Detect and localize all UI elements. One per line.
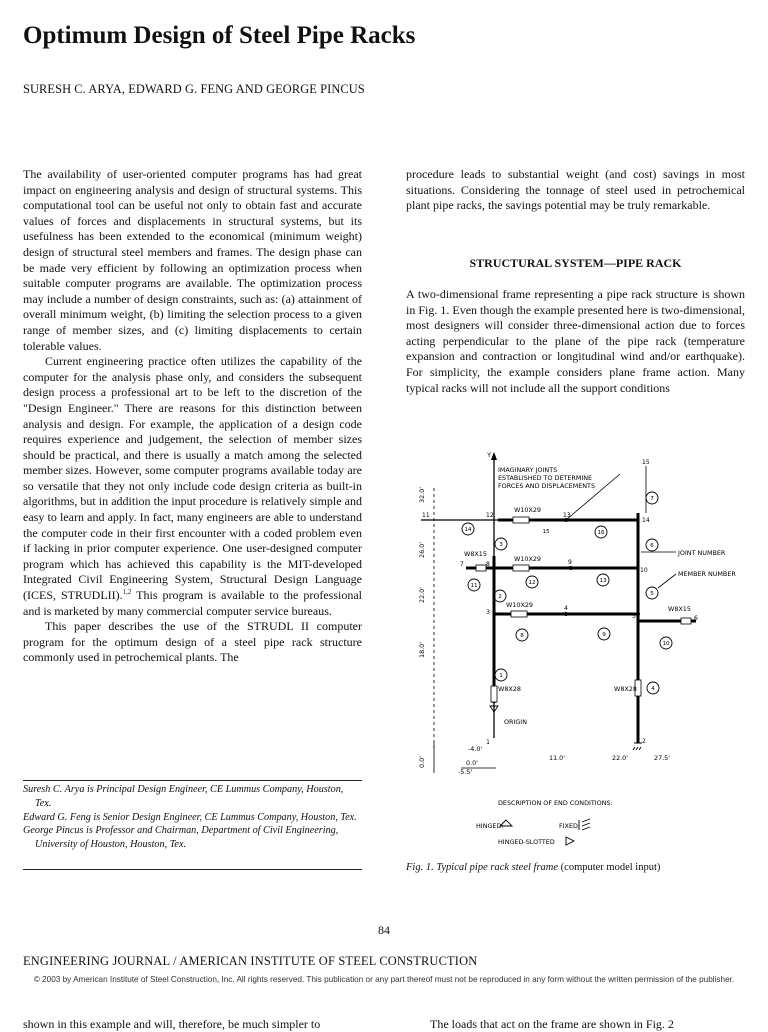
joint-label-15: 15 [642,459,650,466]
citation-superscript: 1,2 [122,588,132,597]
member-label-4: 4 [651,686,655,692]
footnote-arya: Suresh C. Arya is Principal Design Engineer, CE Lummus Company, Houston, Tex. [23,784,344,809]
member-label-11: 11 [470,583,478,589]
joint-label-14: 14 [642,517,650,524]
w10x29-section-mid [513,565,529,571]
note-line-3: FORCES AND DISPLACEMENTS [498,482,595,490]
w10x29-section-top [513,517,529,523]
member-label-14: 14 [464,527,472,533]
structural-system-paragraph: A two-dimensional frame representing a pipe rack structure is shown in Fig. 1. Even though the example presented here is two-dimensional, most designers will consider three-dimensional action due to forces acting perpendicular to the plane of the pipe rack (temperature expansion and contraction or longitudinal wind and/or earthquake). For simplicity, the example considers plane frame action. Many typical racks will not include all the support conditions [406,287,745,395]
w8x15-section-right [681,618,691,624]
joint-label-12: 12 [486,512,494,519]
elevation-26: 26.0' [418,542,426,558]
imaginary-joint-9 [569,566,573,570]
w8x15-label-right: W8X15 [668,605,691,613]
imaginary-joint-4 [564,612,568,616]
member-label-1: 1 [499,673,503,679]
hinged-label: HINGED: [476,822,504,830]
y-axis-label: Y [487,451,491,459]
elevation-22: 22.0' [418,587,426,603]
w8x15-section-left [476,565,486,571]
joint-label-4: 4 [564,605,568,612]
next-page-left-text: shown in this example and will, therefore, be much simpler to [23,1017,321,1031]
right-column-top [406,167,745,214]
x-dim-11: 11.0' [549,754,565,762]
hinged-slotted-label: HINGED-SLOTTED [498,838,555,846]
x-dim-27-5: 27.5' [654,754,670,762]
fixed-symbol-icon [579,819,590,830]
joint-number-legend: JOINT NUMBER [678,549,726,557]
member-label-6: 6 [650,543,654,549]
hinged-slotted-symbol-icon [566,837,574,845]
origin-label: ORIGIN [504,718,527,726]
joint-5 [636,612,640,616]
joint-label-10: 10 [640,567,648,574]
x-dim-minus-5-5: -5.5' [458,768,473,776]
journal-footer: ENGINEERING JOURNAL / AMERICAN INSTITUTE OF STEEL CONSTRUCTION [23,954,478,968]
member-number-pointer [658,574,676,588]
joint-label-9: 9 [568,559,572,566]
member-label-15: 15 [542,529,550,535]
w8x28-label-right: W8X28 [614,685,637,693]
intro-paragraph: The availability of user-oriented computer programs has had great impact on engineering analysis and design of structural systems. This computational tool can be useful not only to obtain fast and accurate values of forces and displacements in structural systems, but its usefulness has been extended to the economical (minimum weight) design of structural steel members and frames. The design phase can be made very efficient by following an optimization process when suitable computer programs are available. The optimization process may include a number of design constraints, such as: (a) attainment of overall minimum weight, (b) limiting the selection process to a given range of member sizes, and (c) limiting displacements to certain tolerable values. [23,167,362,353]
author-list: SURESH C. ARYA, EDWARD G. FENG AND GEORGE PINCUS [23,82,365,96]
joint-label-11: 11 [422,512,430,519]
w10x29-label-low: W10X29 [506,601,533,609]
w8x28-section-left [491,686,497,702]
fixed-label: FIXED: [559,822,581,830]
member-label-2: 2 [498,594,502,600]
right-column-body [406,287,745,396]
joint-label-8: 8 [486,561,490,568]
joint-label-7: 7 [460,561,464,568]
w10x29-label-top: W10X29 [514,506,541,514]
joint-label-13: 13 [563,512,571,519]
joint-label-5: 5 [632,613,636,620]
scope-paragraph: This paper describes the use of the STRUDL II computer program for the optimum design of a steel pipe rack structure commonly used in petrochemical plants. The [23,619,362,665]
member-label-7: 7 [650,496,654,502]
elevation-18: 18.0' [418,642,426,658]
joint-label-6: 6 [694,615,698,622]
copyright-notice: © 2003 by American Institute of Steel Construction, Inc. All rights reserved. This publication or any part thereof must not be reproduced in any form without the written permission of the publisher. [33,975,735,984]
joint-label-2: 2 [642,738,646,745]
w8x15-label-left: W8X15 [464,550,487,558]
member-label-16: 16 [597,530,605,536]
footnote-feng: Edward G. Feng is Senior Design Engineer, CE Lummus Company, Houston, Tex. [23,811,357,823]
x-dim-minus-4: -4.0' [468,745,483,753]
member-number-legend: MEMBER NUMBER [678,570,736,578]
member-label-10: 10 [662,641,670,647]
member-label-5: 5 [650,591,654,597]
author-footnotes [23,783,362,852]
note-line-2: ESTABLISHED TO DETERMINE [498,474,593,482]
w10x29-section-low [511,611,527,617]
figure-caption: Fig. 1. Typical pipe rack steel frame (computer model input) [406,862,661,873]
savings-paragraph: procedure leads to substantial weight (and cost) savings in most situations. Considering the tonnage of steel used in petrochemical plant pipe racks, the savings potential may be truly remarkable. [406,167,745,213]
w10x29-label-mid: W10X29 [514,555,541,563]
member-label-8: 8 [520,633,524,639]
paper-title: Optimum Design of Steel Pipe Racks [23,22,416,49]
footnote-rule-top [23,780,362,781]
x-dim-22: 22.0' [612,754,628,762]
base-fixed-icon [633,743,642,750]
y-axis-arrow [491,452,497,460]
footnote-pincus: George Pincus is Professor and Chairman, Department of Civil Engineering, University of Houston, Houston, Tex. [23,825,339,851]
member-label-3: 3 [499,542,503,548]
pipe-rack-frame-figure [406,448,746,858]
elevation-0: 0.0' [418,756,426,768]
joint-label-1: 1 [486,739,490,746]
footnote-rule-bottom [23,869,362,870]
practice-paragraph: Current engineering practice often utilizes the capability of the computer for the analysis phase only, and considers the subsequent design process a professional art to be left to the discretion of the "Design Engineer." There are reasons for this distinction between analysis and design. For example, the application of a design code requires experience and judgement, the selection of member sizes should be practical, and there is usually a match among the selected member sizes. However, some computer programs available today are so versatile that they not only include code design criteria as built-in algorithms, but in addition the input procedure is relatively simple and easy to learn and apply. In fact, many engineers are able to understand the computer code in their first encounter with a coded problem even if lacking in prior computer experience. One user-designed computer program which has achieved this capability is the MIT-developed Integrated Civil Engineering System, Structural Design Language (ICES, STRUDLII).$^{1,2}$ This program is available to the professional and is marketed by many commercial computer service bureaus. [23,354,362,618]
end-conditions-title: DESCRIPTION OF END CONDITIONS: [498,799,613,807]
member-label-13: 13 [599,578,607,584]
w8x28-label-left: W8X28 [498,685,521,693]
member-label-12: 12 [528,580,536,586]
page-number: 84 [378,923,390,937]
x-dim-zero: 0.0' [466,759,478,767]
left-column [23,167,362,666]
section-heading: STRUCTURAL SYSTEM—PIPE RACK [469,256,682,270]
next-page-right-text: The loads that act on the frame are shown in Fig. 2 [430,1017,674,1031]
elevation-32: 32.0' [418,487,426,503]
note-line-1: IMAGINARY JOINTS [498,466,558,474]
member-label-9: 9 [602,632,606,638]
joint-label-3: 3 [486,609,490,616]
